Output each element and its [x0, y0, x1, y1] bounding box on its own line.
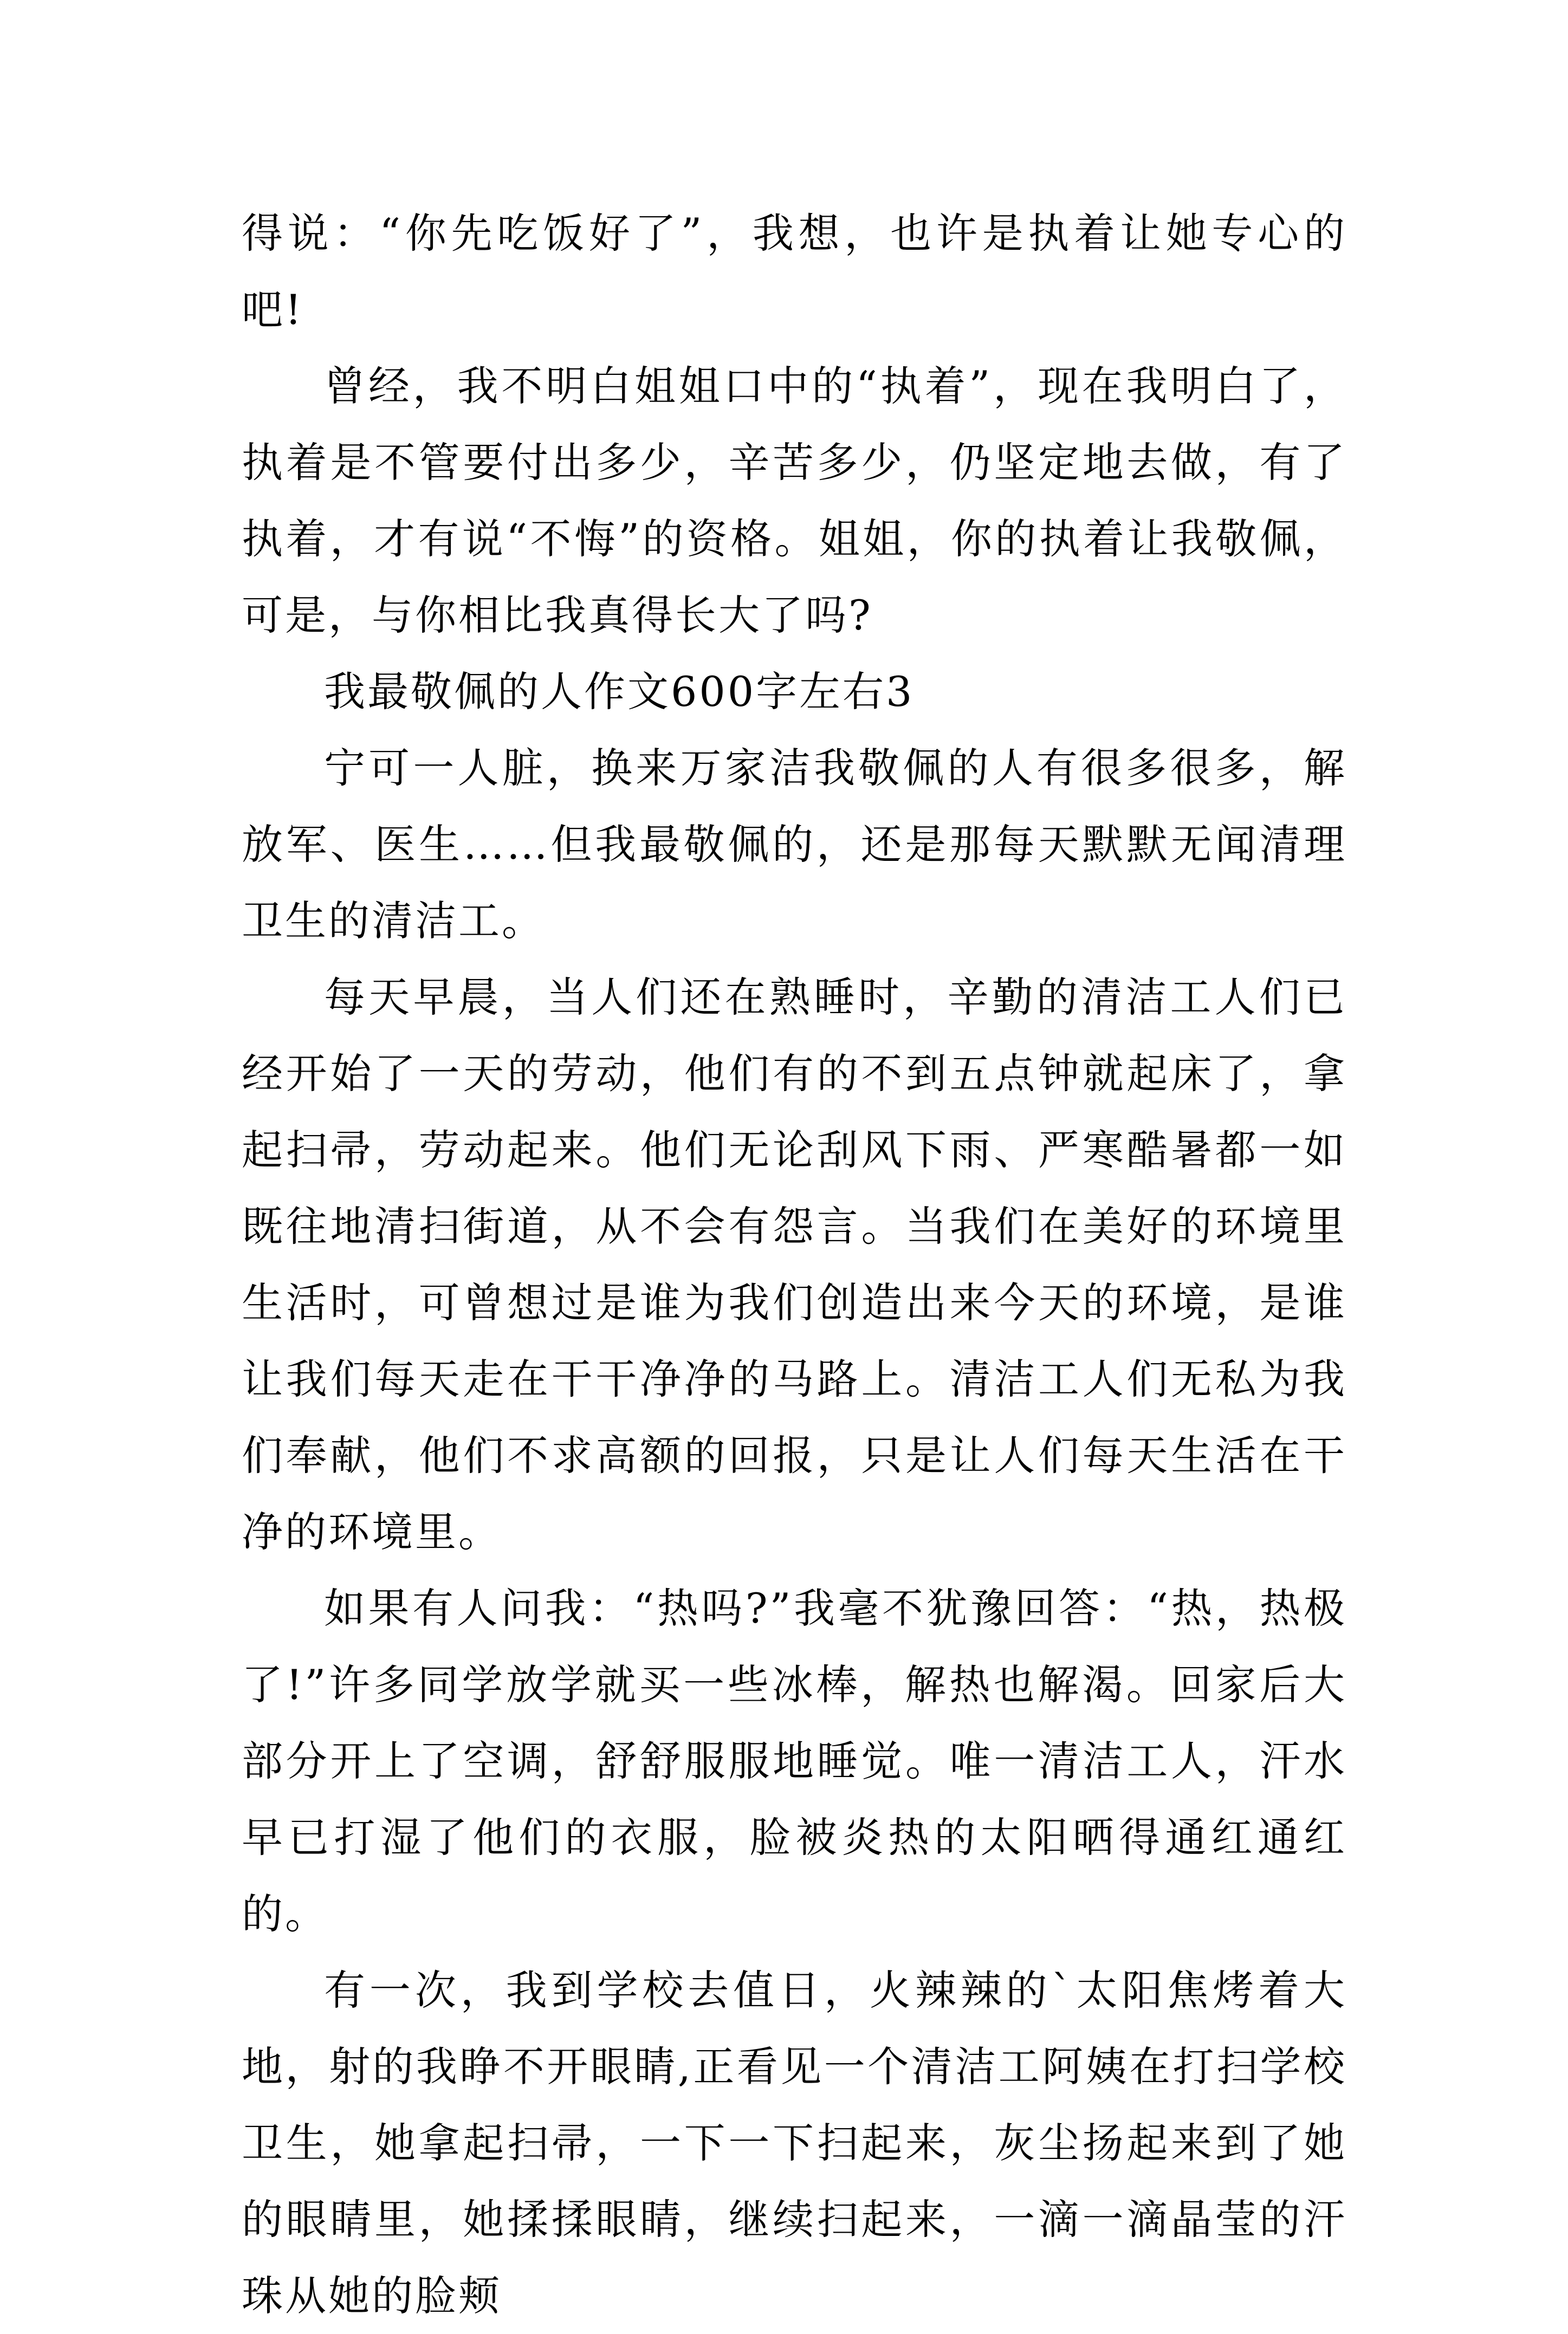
paragraph-continuation: 得说：“你先吃饭好了”，我想，也许是执着让她专心的吧! [242, 209, 1347, 334]
paragraph: 如果有人问我：“热吗?”我毫不犹豫回答：“热，热极了!”许多同学放学就买一些冰棒，解热也解渴。回家后大部分开上了空调，舒舒服服地睡觉。唯一清洁工人，汗水早已打湿了他们的衣服，脸被炎热的太阳晒得通红通红的。 [242, 1584, 1347, 1938]
paragraph: 曾经，我不明白姐姐口中的“执着”，现在我明白了，执着是不管要付出多少，辛苦多少，仍坚定地去做，有了执着，才有说“不悔”的资格。姐姐，你的执着让我敬佩，可是，与你相比我真得长大了吗? [242, 362, 1347, 639]
paragraph: 宁可一人脏，换来万家洁我敬佩的人有很多很多，解放军、医生……但我最敬佩的，还是那每天默默无闻清理卫生的清洁工。 [242, 744, 1347, 945]
section-heading: 我最敬佩的人作文600字左右3 [324, 667, 915, 716]
paragraph: 每天早晨，当人们还在熟睡时，辛勤的清洁工人们已经开始了一天的劳动，他们有的不到五点钟就起床了，拿起扫帚，劳动起来。他们无论刮风下雨、严寒酷暑都一如既往地清扫街道，从不会有怨言。当我们在美好的环境里生活时，可曾想过是谁为我们创造出来今天的环境，是谁让我们每天走在干干净净的马路上。清洁工人们无私为我们奉献，他们不求高额的回报，只是让人们每天生活在干净的环境里。 [242, 973, 1347, 1556]
paragraph: 有一次，我到学校去值日，火辣辣的`太阳焦烤着大地，射的我睁不开眼睛,正看见一个清洁工阿姨在打扫学校卫生，她拿起扫帚，一下一下扫起来，灰尘扬起来到了她的眼睛里，她揉揉眼睛，继续扫起来，一滴一滴晶莹的汗珠从她的脸颊 [242, 1966, 1347, 2320]
body-text [242, 195, 1347, 2334]
